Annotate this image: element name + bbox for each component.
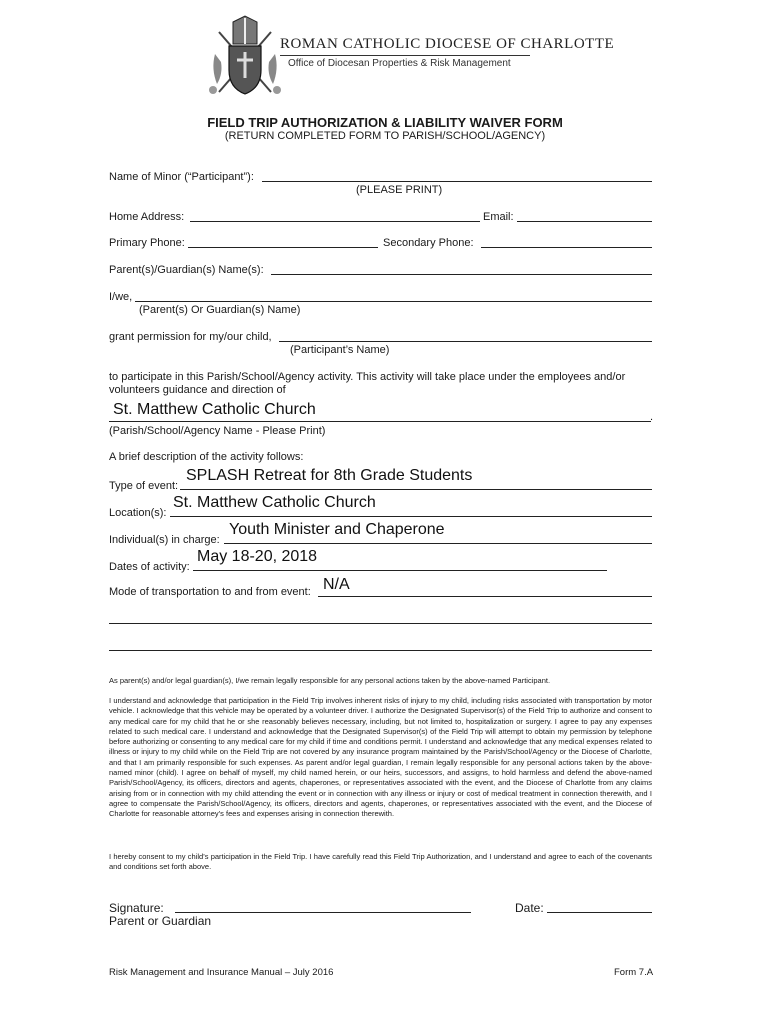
home-address-label: Home Address: [109, 211, 185, 223]
org-rule [280, 55, 530, 56]
participant-name-field[interactable] [279, 341, 652, 342]
grant-label: grant permission for my/our child, [109, 331, 272, 343]
diocese-crest-logo [205, 14, 285, 104]
type-label: Type of event: [109, 480, 179, 492]
org-office: Office of Diocesan Properties & Risk Management [288, 58, 511, 69]
individual-label: Individual(s) in charge: [109, 534, 220, 546]
transport-label: Mode of transportation to and from event: [109, 586, 311, 598]
signature-field[interactable] [175, 912, 471, 913]
email-label: Email: [483, 211, 514, 223]
transport-field-line-2[interactable] [109, 623, 652, 624]
type-value: SPLASH Retreat for 8th Grade Students [186, 467, 473, 484]
parents-names-label: Parent(s)/Guardian(s) Name(s): [109, 264, 264, 276]
transport-value: N/A [323, 576, 350, 593]
parish-field[interactable] [109, 421, 651, 422]
secondary-phone-label: Secondary Phone: [383, 237, 474, 249]
parish-period: . [650, 411, 654, 423]
org-name: ROMAN CATHOLIC DIOCESE OF CHARLOTTE [280, 36, 615, 52]
iwe-field[interactable] [135, 301, 652, 302]
transport-field-line-3[interactable] [109, 650, 652, 651]
iwe-label: I/we, [109, 291, 133, 303]
location-label: Location(s): [109, 507, 167, 519]
dates-label: Dates of activity: [109, 561, 190, 573]
legal-intro: As parent(s) and/or legal guardian(s), I/we remain legally responsible for any personal actions taken by the above-named Participant. [109, 676, 551, 685]
secondary-phone-field[interactable] [481, 247, 652, 248]
transport-field[interactable] [318, 596, 652, 597]
footer-manual: Risk Management and Insurance Manual – July 2016 [109, 967, 334, 978]
participant-hint: (Participant’s Name) [290, 344, 390, 356]
legal-body: I understand and acknowledge that participation in the Field Trip involves inherent risks of injury to my child, including risks associated with transportation by motor vehicle. I acknowledge that this vehicle may be operated by a volunteer driver. I authorize the Designated Supervisor(s) of the Field Trip to authorize and consent to any medical care for my child that he or she reasonably believes necessary, including, but not limited to, hospitalization or surgery. I agree to pay any expenses related to such medical care. I understand and acknowledge that the Designated Supervisor(s) of the Field Trip will attempt to obtain my permission by telephone before authorizing or consenting to any medical care for my child if time and conditions permit. I understand and acknowledge that any medical expenses related to illness or injury to my child while on the Field Trip are not covered by any insurance program maintained by the Parish/School/Agency or the Diocese of Charlotte, and that I am primarily responsible for such expenses. As parent and/or legal guardian, I remain legally responsible for any personal actions taken by the above-named minor (child). I agree on behalf of myself, my child named herein, or our heirs, successors, and assigns, to hold harmless and defend the above-named Parish/School/Agency, its officers, directors and agents, chaperones, or representatives associated with the event, and the Diocese of Charlotte from any claims arising from or in connection with my child attending the event or in connection with any illness or injury or cost of medical treatment in connection therewith, and I agree to compensate the Parish/School/Agency, its officers, directors and agents, chaperones, or representatives associated with the event, and the Diocese of Charlotte for reasonable attorney’s fees and expenses arising in connection therewith. [109, 696, 652, 819]
form-subtitle: (RETURN COMPLETED FORM TO PARISH/SCHOOL/AGENCY) [224, 130, 546, 142]
primary-phone-label: Primary Phone: [109, 237, 185, 249]
name-of-minor-label: Name of Minor (“Participant”): [109, 171, 254, 183]
date-label: Date: [515, 901, 544, 915]
individual-field[interactable] [224, 543, 652, 544]
location-value: St. Matthew Catholic Church [173, 494, 376, 511]
please-print-hint: (PLEASE PRINT) [356, 184, 443, 196]
parents-hint: (Parent(s) Or Guardian(s) Name) [139, 304, 301, 316]
footer-form-number: Form 7.A [614, 967, 654, 978]
parish-hint: (Parish/School/Agency Name - Please Print) [109, 425, 326, 437]
signature-label: Signature: [109, 901, 164, 915]
brief-label: A brief description of the activity follows: [109, 451, 304, 463]
name-of-minor-field[interactable] [262, 181, 652, 182]
home-address-field[interactable] [190, 221, 480, 222]
email-field[interactable] [517, 221, 652, 222]
type-field[interactable] [180, 489, 652, 490]
parents-names-field[interactable] [271, 274, 652, 275]
dates-value: May 18-20, 2018 [197, 548, 318, 565]
form-title: FIELD TRIP AUTHORIZATION & LIABILITY WAIVER FORM [207, 115, 563, 130]
parent-guardian-label: Parent or Guardian [109, 914, 212, 928]
parish-value: St. Matthew Catholic Church [113, 401, 316, 418]
participate-text-1: to participate in this Parish/School/Agency activity. This activity will take place under the employees and/or [109, 371, 626, 383]
dates-field[interactable] [193, 570, 607, 571]
date-field[interactable] [547, 912, 652, 913]
location-field[interactable] [170, 516, 652, 517]
participate-text-2: volunteers guidance and direction of [109, 384, 286, 396]
individual-value: Youth Minister and Chaperone [229, 521, 445, 538]
primary-phone-field[interactable] [188, 247, 378, 248]
legal-consent: I hereby consent to my child’s participation in the Field Trip. I have carefully read this Field Trip Authorization, and I understand and agree to each of the covenants and conditions set forth above. [109, 852, 652, 872]
